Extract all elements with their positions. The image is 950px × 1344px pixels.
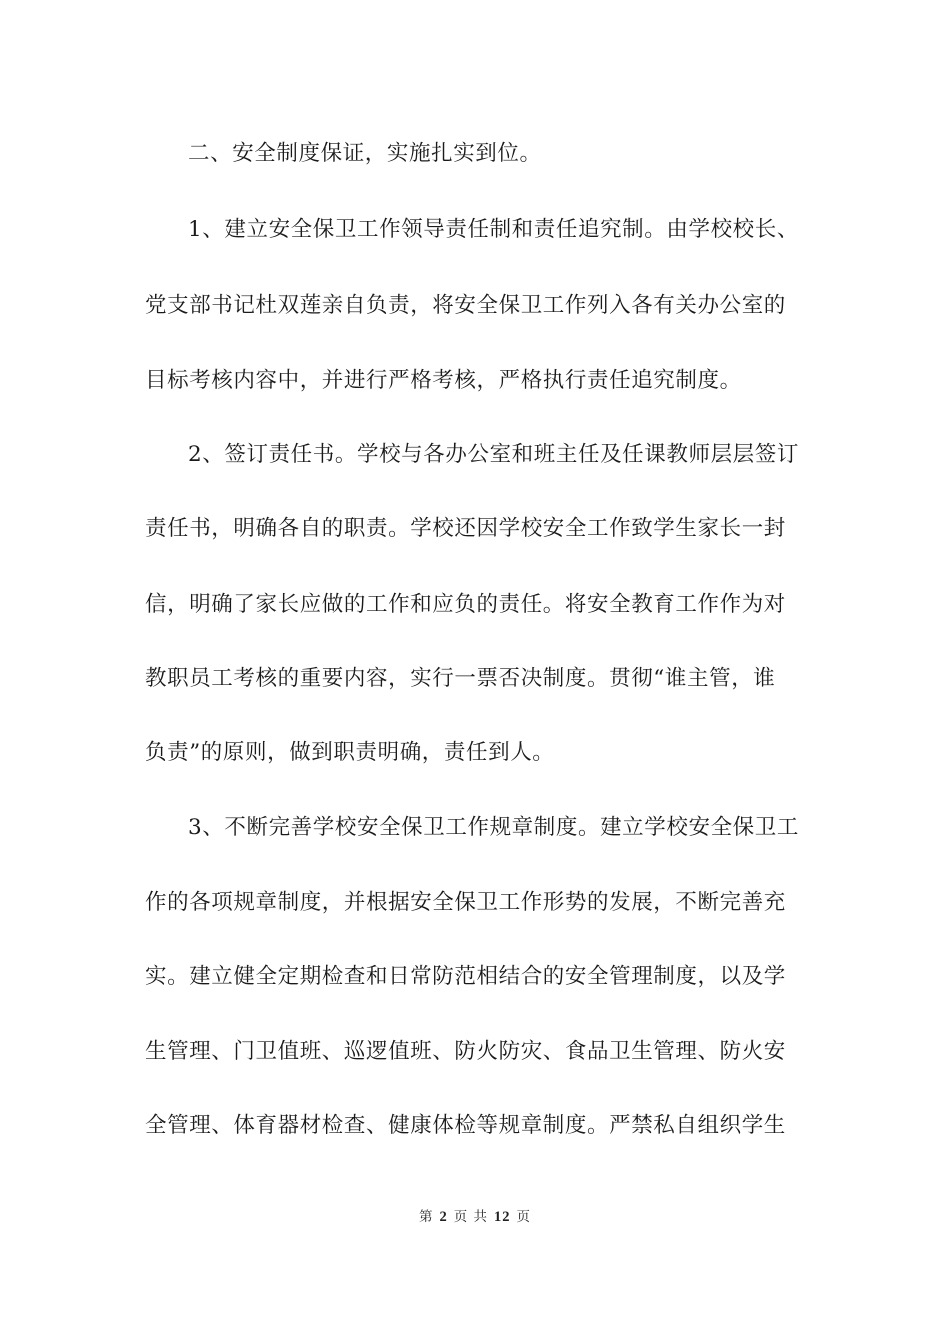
- footer-current-page: 2: [439, 1209, 448, 1225]
- paragraph-3-line-5: 全管理、体育器材检查、健康体检等规章制度。严禁私自组织学生: [145, 1113, 786, 1138]
- section-heading: 二、安全制度保证，实施扎实到位。: [188, 141, 542, 166]
- paragraph-3-line-1: 3、不断完善学校安全保卫工作规章制度。建立学校安全保卫工: [188, 815, 799, 840]
- paragraph-2-line-5: 负责”的原则，做到职责明确，责任到人。: [145, 740, 555, 765]
- paragraph-3-line-2: 作的各项规章制度，并根据安全保卫工作形势的发展，不断完善充: [145, 890, 786, 915]
- paragraph-2-line-4: 教职员工考核的重要内容，实行一票否决制度。贯彻“谁主管，谁: [145, 666, 776, 691]
- footer-suffix: 页: [516, 1209, 532, 1225]
- footer-prefix: 第: [418, 1209, 434, 1225]
- paragraph-1-line-3: 目标考核内容中，并进行严格考核，严格执行责任追究制度。: [145, 368, 742, 393]
- paragraph-2-line-1: 2、签订责任书。学校与各办公室和班主任及任课教师层层签订: [188, 442, 799, 467]
- page-footer: [0, 1208, 950, 1226]
- paragraph-1-line-2: 党支部书记杜双莲亲自负责，将安全保卫工作列入各有关办公室的: [145, 293, 786, 318]
- paragraph-1-line-1: 1、建立安全保卫工作领导责任制和责任追究制。由学校校长、: [188, 217, 799, 242]
- footer-middle: 页 共: [453, 1209, 489, 1225]
- paragraph-3-line-4: 生管理、门卫值班、巡逻值班、防火防灾、食品卫生管理、防火安: [145, 1039, 786, 1064]
- paragraph-3-line-3: 实。建立健全定期检查和日常防范相结合的安全管理制度，以及学: [145, 964, 786, 989]
- paragraph-2-line-3: 信，明确了家长应做的工作和应负的责任。将安全教育工作作为对: [145, 592, 786, 617]
- paragraph-2-line-2: 责任书，明确各自的职责。学校还因学校安全工作致学生家长一封: [145, 516, 786, 541]
- footer-total-pages: 12: [494, 1209, 511, 1225]
